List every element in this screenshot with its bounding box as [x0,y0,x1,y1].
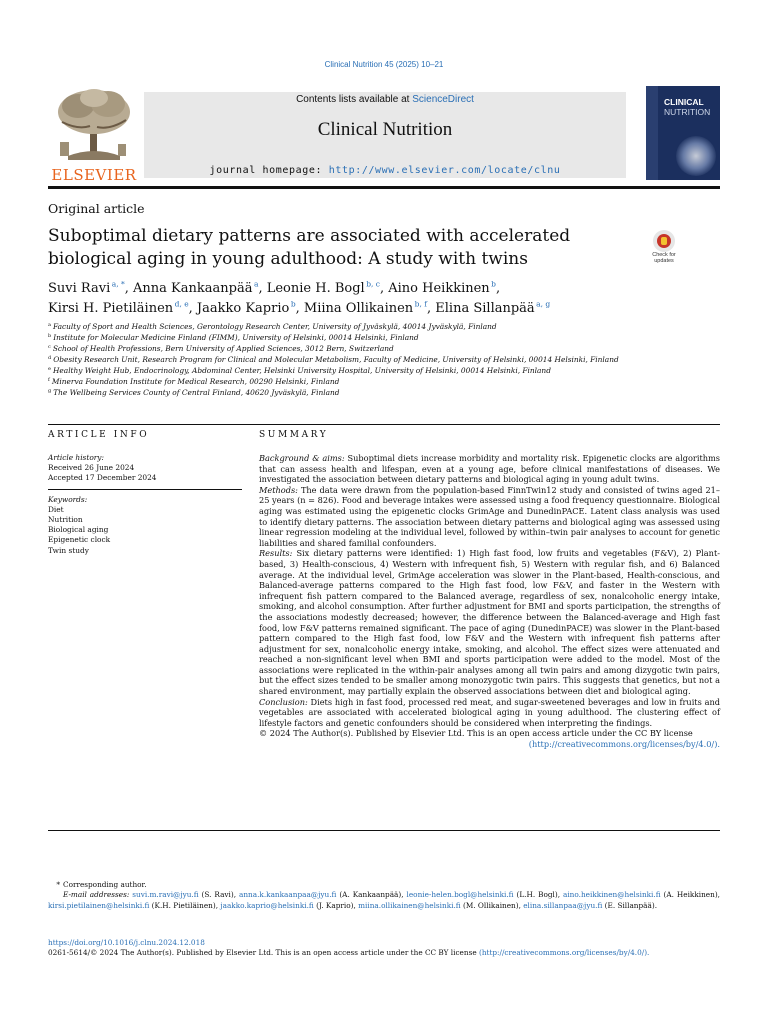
author-affiliation-marker[interactable]: b, f [413,299,428,309]
affiliation-text: Healthy Weight Hub, Endocrinology, Abdominal Center, Helsinki University Hospital, University of Helsinki, 00014 Helsinki, Finland [52,366,551,375]
elsevier-tree-icon [48,86,140,166]
email-link[interactable]: miina.ollikainen@helsinki.fi [358,900,461,910]
summary-abstract [259,453,720,750]
email-link[interactable]: jaakko.kaprio@helsinki.fi [220,900,314,910]
contents-lists-line: Contents lists available at ScienceDirect [296,94,474,105]
author-affiliation-marker[interactable]: d, e [173,299,189,309]
author-separator: , [495,281,501,296]
keyword-item: Biological aging [48,525,109,535]
affiliation-text: Obesity Research Unit, Research Program for Clinical and Molecular Metabolism, Faculty of Medicine, University of Helsinki, 00014 Helsinki, Finland [53,355,619,364]
author-name[interactable]: Leonie H. Bogl [266,281,365,296]
affiliation-text: The Wellbeing Services County of Central Finland, 40620 Jyväskylä, Finland [53,388,340,397]
cover-title-line2: NUTRITION [664,107,711,117]
elsevier-logo[interactable] [48,86,140,183]
methods-text: The data were drawn from the population-based FinnTwin12 study and consisted of twins aged 21–25 years (n = 826). Food and beverage intakes were assessed using a food frequency questionnaire. Biological aging was estimated using the epigenetic clocks GrimAge and DunedinPACE. Latent class analysis was used to identify dietary patterns. The association between dietary patterns and biological aging was assessed using linear regression modeling at the individual level, followed by within–twin pair analyses to account for genetic liabilities and shared familial confounders. [259,484,720,548]
footnotes [48,880,720,911]
summary-heading: SUMMARY [259,430,329,440]
journal-name: Clinical Nutrition [317,119,453,140]
email-owner: (E. Sillanpää). [602,900,658,910]
affiliation-key: e [48,365,51,372]
affiliation-key: d [48,354,52,361]
crossmark-badge[interactable] [646,230,682,266]
accepted-date: Accepted 17 December 2024 [48,473,157,483]
affiliation-item [48,343,720,354]
info-bottom-rule [48,830,720,831]
email-owner: (M. Ollikainen), [460,900,524,910]
corresponding-asterisk: * [56,880,60,889]
author-affiliation-marker[interactable]: a, g [534,299,551,309]
affiliation-item [48,365,720,376]
author-separator: , [295,301,304,316]
email-link[interactable]: aino.heikkinen@helsinki.fi [563,890,661,900]
author-affiliation-marker[interactable]: a, * [110,279,125,289]
keyword-list [48,505,238,556]
email-owner: (A. Heikkinen), [660,890,720,900]
received-date: Received 26 June 2024 [48,463,135,473]
author-separator: , [379,281,389,296]
crossmark-icon [653,230,675,252]
article-info-panel [48,453,238,556]
doi-link[interactable]: https://doi.org/10.1016/j.clnu.2024.12.018 [48,938,205,947]
summary-license-link[interactable]: (http://creativecommons.org/licenses/by/4.0/). [528,739,720,750]
journal-banner [144,92,626,178]
affiliation-list [48,321,720,398]
email-link[interactable]: elina.sillanpaa@jyu.fi [523,900,603,910]
email-label: E-mail addresses: [63,890,130,900]
cover-title-line1: CLINICAL [664,97,704,107]
affiliation-key: f [48,376,50,383]
author-affiliation-marker[interactable]: a [252,279,259,289]
info-top-rule [48,424,720,425]
author-separator: , [427,301,436,316]
journal-masthead [48,86,720,186]
summary-conclusion [259,697,720,729]
affiliation-key: c [48,343,51,350]
keyword-item: Diet [48,504,64,514]
affiliation-key: g [48,387,52,394]
elsevier-wordmark: ELSEVIER [51,166,137,184]
affiliation-item [48,321,720,332]
author-affiliation-marker[interactable]: b, c [364,279,380,289]
cover-spine [646,86,658,180]
author-separator: , [258,281,267,296]
affiliation-item [48,354,720,365]
results-text: Six dietary patterns were identified: 1) High fast food, low fruits and vegetables (F&V), 2) Plant-based, 3) Health-conscious, 4) Western with infrequent fish, 5) Western with regular fish, and 6) Balanced average. At the individual level, GrimAge acceleration was slower in the Plant-based, Health-conscious, and Balanced-average patterns compared to the High fast food, low F&V, and faster in the Western with infrequent fish pattern compared to the Balanced average, regardless of sex, nonalcoholic energy intake, smoking, and alcohol consumption. After further adjustment for BMI and sports participation, the strengths of the associations modestly decreased; however, the difference between the Balanced-average and High fast food, low F&V patterns remained significant. The pace of aging (DunedinPACE) was slower in the Plant-based pattern compared to the High fast food, low F&V and the Western with infrequent fish patterns after adjustment for sex, nonalcoholic energy intake, smoking, and alcohol. The effect sizes were attenuated and reached a non-significant level when BMI and sports participation were added to the model. Most of the associations were replicated in the within-pair analyses among all twin pairs and among dizygotic twin pairs, but the effect sizes tended to be smaller among monozygotic twin pairs. This suggests that genetics, but not a shared environment, may partially explain the observed associations between diet and biological aging. [259,548,720,697]
sciencedirect-link[interactable]: ScienceDirect [412,94,474,105]
conclusion-label: Conclusion: [259,696,308,707]
email-link[interactable]: anna.k.kankaanpaa@jyu.fi [238,890,337,900]
affiliation-text: Faculty of Sport and Health Sciences, Gerontology Research Center, University of Jyväskylä, 40014 Jyväskylä, Finland [52,322,497,331]
corresponding-author-note: * Corresponding author. [48,880,720,890]
email-owner: (L.H. Bogl), [513,890,563,900]
author-name[interactable]: Miina Ollikainen [303,301,414,316]
email-owner: (J. Kaprio), [313,900,359,910]
journal-citation[interactable]: Clinical Nutrition 45 (2025) 10–21 [324,60,444,69]
affiliation-text: Institute for Molecular Medicine Finland (FIMM), University of Helsinki, 00014 Helsinki, Finland [53,333,419,342]
article-type: Original article [48,201,145,216]
email-link[interactable]: leonie-helen.bogl@helsinki.fi [406,890,514,900]
crossmark-label: Check for updates [652,252,676,264]
author-name[interactable]: Kirsi H. Pietiläinen [48,301,174,316]
conclusion-text: Diets high in fast food, processed red meat, and sugar-sweetened beverages and low in fruits and vegetables are associated with accelerated biological aging in young adulthood. The clustering effect of lifestyle factors and genetic confounders should be considered when interpreting the findings. [259,696,720,728]
email-owner: (A. Kankaanpää), [336,890,407,900]
homepage-link[interactable]: http://www.elsevier.com/locate/clnu [328,165,561,176]
article-history-label: Article history: [48,453,104,462]
keyword-item: Twin study [48,545,89,555]
author-name[interactable]: Elina Sillanpää [435,301,535,316]
author-affiliation-marker[interactable]: b [289,299,296,309]
article-info-divider [48,489,242,490]
affiliation-key: a [48,321,51,328]
affiliation-key: b [48,332,52,339]
affiliation-item [48,376,720,387]
email-link[interactable]: kirsi.pietilainen@helsinki.fi [48,900,150,910]
summary-copyright: © 2024 The Author(s). Published by Elsevier Ltd. This is an open access article under the CC BY license [259,728,693,739]
cover-artwork [676,136,716,176]
affiliation-item [48,332,720,343]
email-owner: (K.H. Pietiläinen), [149,900,221,910]
article-info-heading: ARTICLE INFO [48,430,150,440]
affiliation-item [48,387,720,398]
results-label: Results: [259,548,293,559]
keyword-item: Epigenetic clock [48,535,111,545]
email-link[interactable]: suvi.m.ravi@jyu.fi [132,890,199,900]
masthead-rule [48,186,720,189]
affiliation-text: School of Health Professions, Bern University of Applied Sciences, 3012 Bern, Switzerland [52,344,394,353]
email-addresses [48,890,720,911]
background-text: Suboptimal diets increase morbidity and mortality risk. Epigenetic clocks are algorithms that can assess health and lifespan, even at a young age, before clinical manifestations of diseases. We investigated the association between dietary patterns and biological aging in young adult twins. [259,453,720,485]
author-name[interactable]: Jaakko Kaprio [196,301,290,316]
background-label: Background & aims: [259,453,345,463]
author-separator: , [188,301,197,316]
article-title: Suboptimal dietary patterns are associated with accelerated biological aging in young adulthood: A study with twins [48,226,571,269]
affiliation-text: Minerva Foundation Institute for Medical Research, 00290 Helsinki, Finland [51,377,340,386]
author-separator: , [124,281,134,296]
issn-copyright-line: 0261-5614/© 2024 The Author(s). Published by Elsevier Ltd. This is an open access article under the CC BY license (http://creativecommons.org/licenses/by/4.0/). [48,948,650,957]
keywords-label: Keywords: [48,494,88,504]
author-name[interactable]: Suvi Ravi [48,281,111,296]
author-affiliation-marker[interactable]: b [489,279,496,289]
journal-cover-thumbnail[interactable] [646,86,720,180]
author-name[interactable]: Anna Kankaanpää [133,281,253,296]
methods-label: Methods: [259,484,298,495]
keyword-item: Nutrition [48,515,83,525]
author-list [48,279,668,319]
summary-results [259,548,720,696]
summary-methods [259,485,720,549]
author-name[interactable]: Aino Heikkinen [388,281,490,296]
issn-license-link[interactable]: (http://creativecommons.org/licenses/by/4.0/). [478,948,650,957]
email-owner: (S. Ravi), [198,890,239,900]
summary-background [259,453,720,485]
journal-homepage-line: journal homepage: http://www.elsevier.com/locate/clnu [209,165,561,176]
